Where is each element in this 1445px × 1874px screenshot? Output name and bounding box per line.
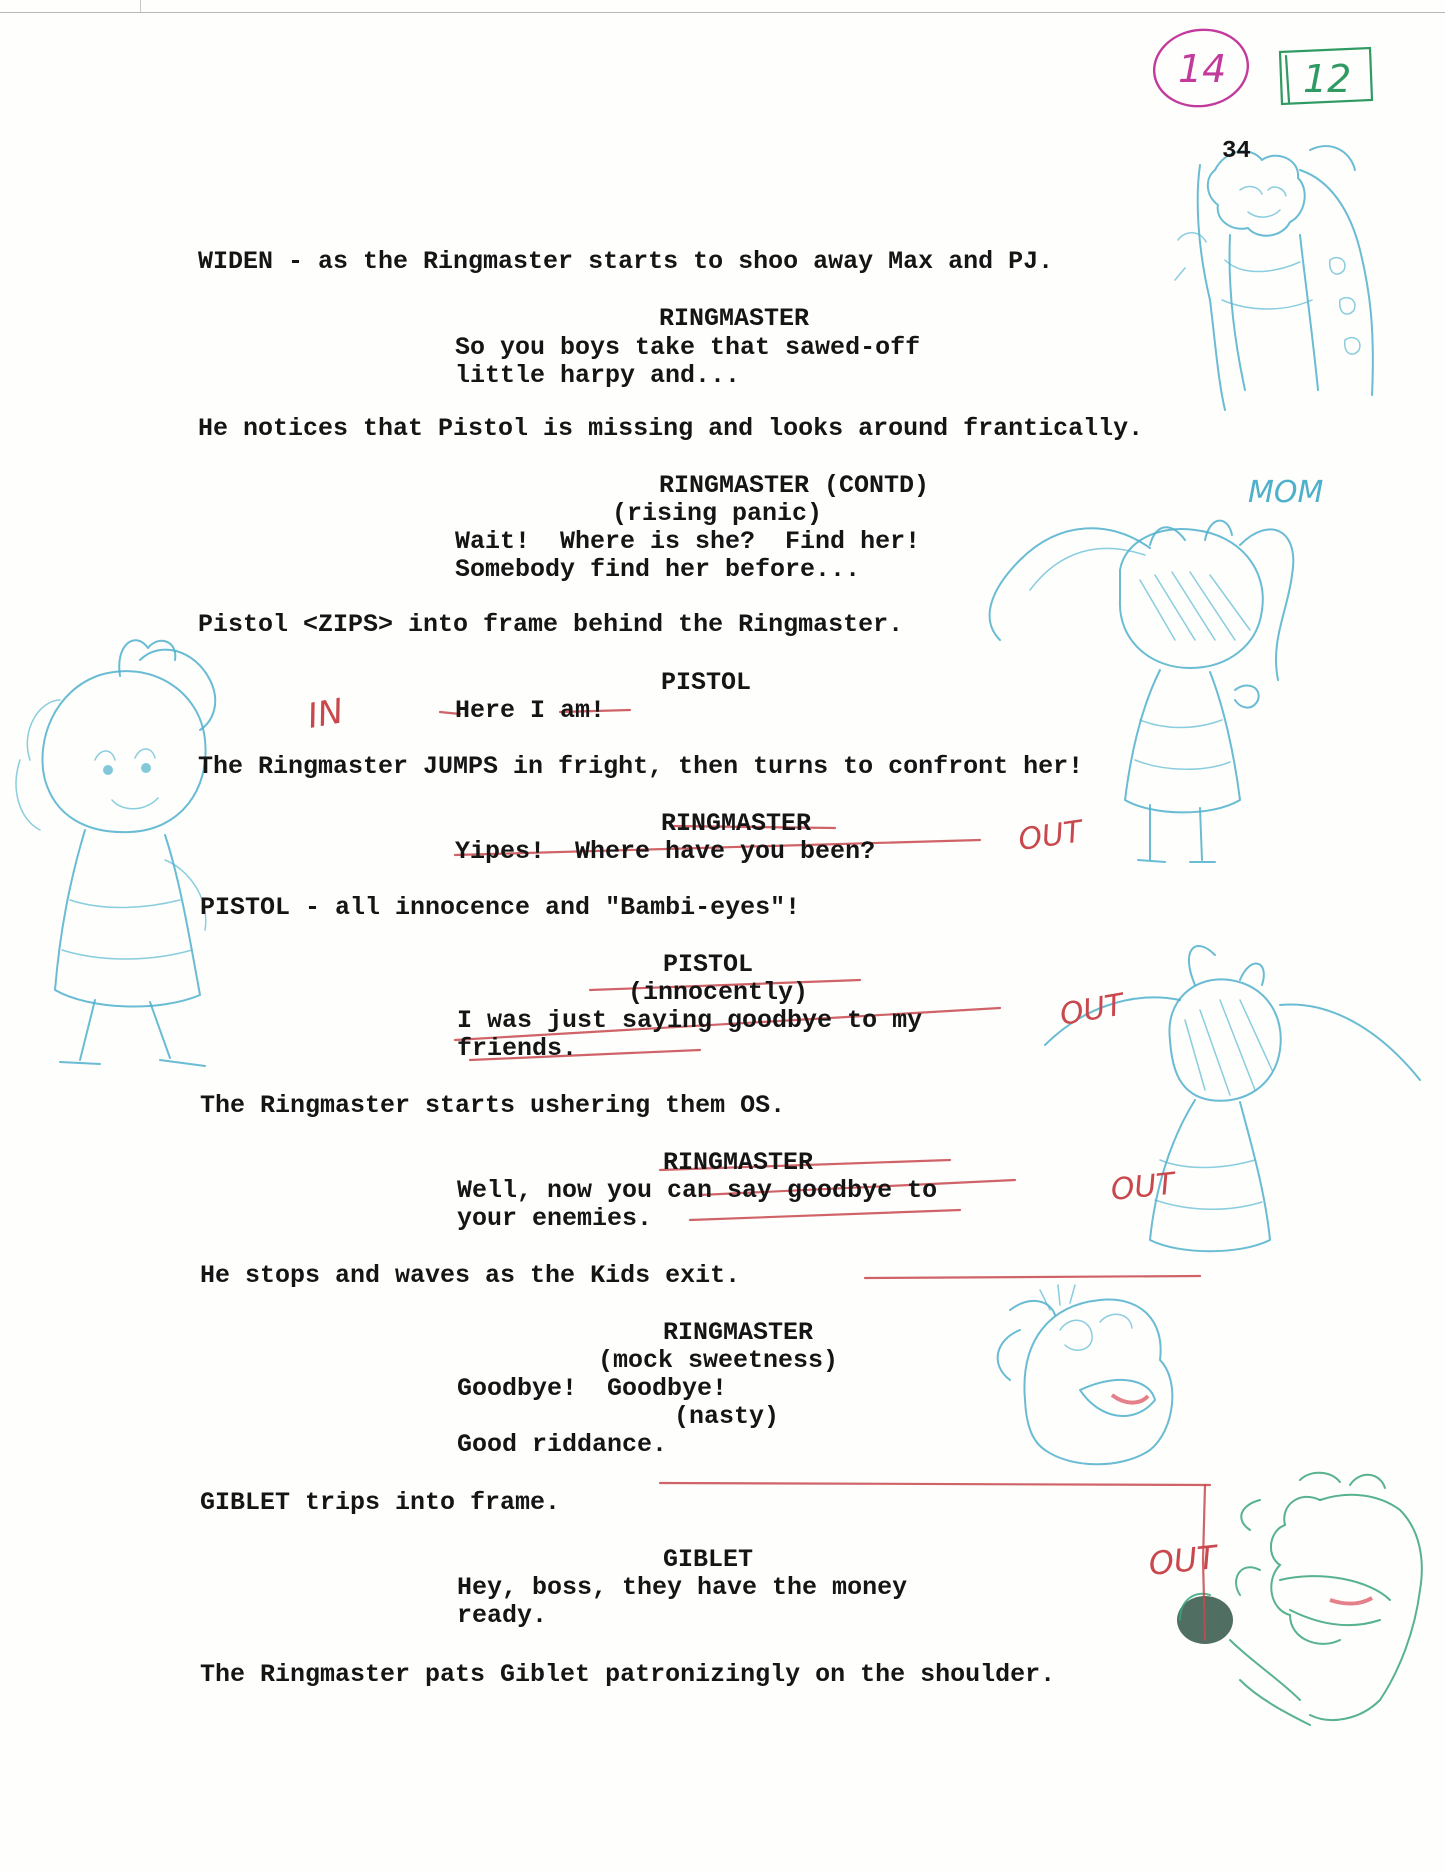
dialogue-line: Yipes! Where have you been?	[455, 837, 876, 866]
mom-note: MOM	[1248, 475, 1324, 510]
action-line: Pistol <ZIPS> into frame behind the Ringmaster.	[198, 610, 904, 639]
giblet-sketch	[1177, 1473, 1422, 1725]
dialogue-line: ready.	[457, 1601, 548, 1630]
action-line: WIDEN - as the Ringmaster starts to shoo away Max and PJ.	[198, 247, 1054, 276]
dialogue-line: friends.	[457, 1034, 578, 1063]
dialogue-line: Here I am!	[455, 696, 606, 725]
parenthetical: (mock sweetness)	[598, 1346, 839, 1375]
action-line: He stops and waves as the Kids exit.	[200, 1261, 741, 1290]
in-note: IN	[304, 691, 347, 737]
mom-character-sketch	[1175, 146, 1373, 510]
character-cue: RINGMASTER	[663, 1318, 814, 1347]
out-note-3: OUT	[1109, 1166, 1177, 1208]
dialogue-line: Somebody find her before...	[455, 555, 861, 584]
action-line: PISTOL - all innocence and "Bambi-eyes"!	[200, 893, 801, 922]
parenthetical: (rising panic)	[612, 499, 823, 528]
scene-number-circle	[1149, 24, 1253, 112]
dialogue-line: So you boys take that sawed-off	[455, 333, 921, 362]
dialogue-line: little harpy and...	[455, 361, 741, 390]
character-cue: RINGMASTER	[659, 304, 810, 333]
character-cue: GIBLET	[663, 1545, 754, 1574]
dialogue-line: Goodbye! Goodbye!	[457, 1374, 728, 1403]
page-number: 34	[1222, 138, 1251, 165]
out-note-4: OUT	[1146, 1538, 1219, 1583]
action-line: GIBLET trips into frame.	[200, 1488, 561, 1517]
dialogue-line: your enemies.	[457, 1204, 653, 1233]
character-cue: PISTOL	[663, 950, 754, 979]
out-note-2: OUT	[1057, 987, 1127, 1033]
dialogue-line: Hey, boss, they have the money	[457, 1573, 908, 1602]
parenthetical: (innocently)	[628, 978, 809, 1007]
action-line: The Ringmaster JUMPS in fright, then turns to confront her!	[198, 752, 1084, 781]
action-line: He notices that Pistol is missing and looks around frantically.	[198, 414, 1144, 443]
scene-number-circled-text: 14	[1178, 47, 1227, 91]
dialogue-line: Well, now you can say goodbye to	[457, 1176, 938, 1205]
action-line: The Ringmaster starts ushering them OS.	[200, 1091, 786, 1120]
dialogue-line: Wait! Where is she? Find her!	[455, 527, 921, 556]
character-cue: RINGMASTER	[663, 1148, 814, 1177]
ringmaster-face-sketch	[998, 1285, 1173, 1464]
dialogue-line: I was just saying goodbye to my	[457, 1006, 923, 1035]
character-cue: RINGMASTER	[661, 809, 812, 838]
dialogue-line: Good riddance.	[457, 1430, 668, 1459]
scene-number-boxed-text: 12	[1303, 57, 1352, 101]
pistol-sketch-right	[990, 521, 1294, 862]
character-cue: PISTOL	[661, 668, 752, 697]
action-line: The Ringmaster pats Giblet patronizingly on the shoulder.	[200, 1660, 1056, 1689]
out-note-1: OUT	[1016, 814, 1085, 858]
parenthetical: (nasty)	[674, 1402, 780, 1431]
character-cue: RINGMASTER (CONTD)	[659, 471, 930, 500]
scene-number-box	[1280, 48, 1372, 104]
